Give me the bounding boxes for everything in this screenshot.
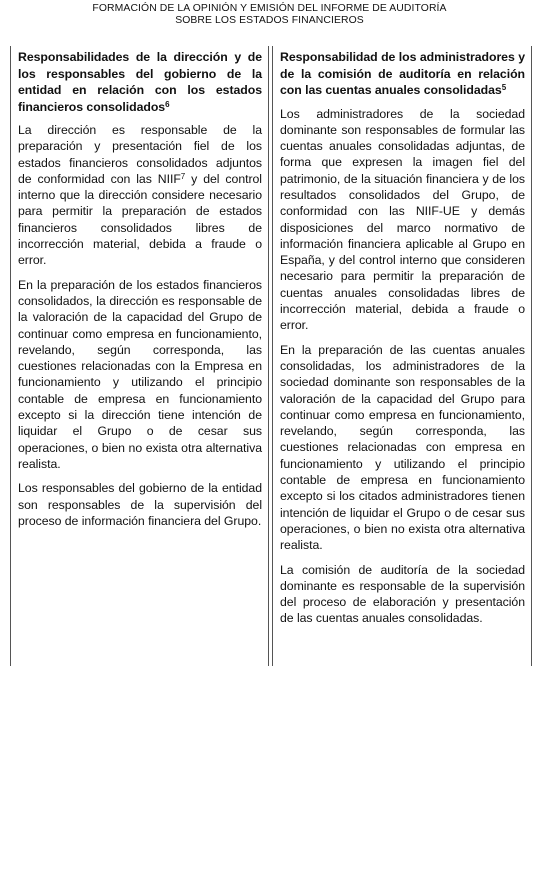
page-header bbox=[0, 3, 539, 27]
left-paragraph-1-part-b: y del control interno que la dirección considere necesario para permitir la preparación de estados financieros consolidados libres de incorrección material, debida a fraude o error. bbox=[18, 171, 262, 268]
left-column bbox=[10, 46, 269, 666]
right-column bbox=[272, 46, 532, 666]
right-heading-footnote: 5 bbox=[501, 83, 507, 92]
left-heading-text: Responsabilidades de la dirección y de los responsables del gobierno de la entidad en relación con los estados financieros consolidados bbox=[18, 50, 262, 114]
left-paragraph-1-footnote: 7 bbox=[180, 171, 186, 181]
left-heading-footnote: 6 bbox=[165, 99, 170, 109]
left-paragraph-2: En la preparación de los estados financieros consolidados, la dirección es responsable de la valoración de la capacidad del Grupo de continuar como empresa en funcionamiento, revelando, según corresponda, las cuestiones relacionadas con la Empresa en funcionamiento y utilizando el principio contable de empresa en funcionamiento excepto si la dirección tiene intención de liquidar el Grupo o de cesar sus operaciones, o bien no exista otra alternativa realista. bbox=[18, 277, 262, 471]
right-paragraph-1: Los administradores de la sociedad dominante son responsables de formular las cuentas anuales consolidadas adjuntas, de forma que expresen la imagen fiel del patrimonio, de la situación financiera y de los resultados consolidados del Grupo, de conformidad con las NIIF-UE y demás disposiciones del marco normativo de información financiera aplicable al Grupo en España, y del control interno que consideren necesario para permitir la preparación de cuentas anuales consolidadas libres de incorrección material, debida a fraude o error. bbox=[280, 106, 525, 333]
left-paragraph-1-part-a: La dirección es responsable de la preparación y presentación fiel de los estados financieros consolidados adjuntos de conformidad con las NIIF bbox=[18, 123, 262, 186]
left-paragraph-3: Los responsables del gobierno de la entidad son responsables de la supervisión del proceso de información financiera del Grupo. bbox=[18, 481, 262, 528]
header-line-2: SOBRE LOS ESTADOS FINANCIEROS bbox=[175, 15, 364, 26]
left-paragraph-1 bbox=[18, 122, 262, 269]
right-heading bbox=[280, 49, 525, 99]
right-paragraph-3: La comisión de auditoría de la sociedad dominante es responsable de la supervisión del proceso de elaboración y presentación de las cuentas anuales consolidadas. bbox=[280, 562, 525, 626]
header-line-1: FORMACIÓN DE LA OPINIÓN Y EMISIÓN DEL INFORME DE AUDITORÍA bbox=[92, 3, 447, 14]
right-heading-text: Responsabilidad de los administradores y de la comisión de auditoría en relación con las cuentas anuales consolidadas bbox=[280, 50, 525, 97]
right-paragraph-2: En la preparación de las cuentas anuales consolidadas, los administradores de la sociedad dominante son responsables de la valoración de la capacidad del Grupo para continuar como empresa en funcionamiento, revelando, según corresponda, las cuestiones relacionadas con empresa en funcionamiento y utilizando el principio contable de empresa en funcionamiento excepto si los citados administradores tienen intención de liquidar el Grupo o de cesar sus operaciones, o bien no exista otra alternativa realista. bbox=[280, 342, 525, 553]
comparison-table bbox=[10, 46, 532, 666]
left-heading bbox=[18, 49, 262, 115]
